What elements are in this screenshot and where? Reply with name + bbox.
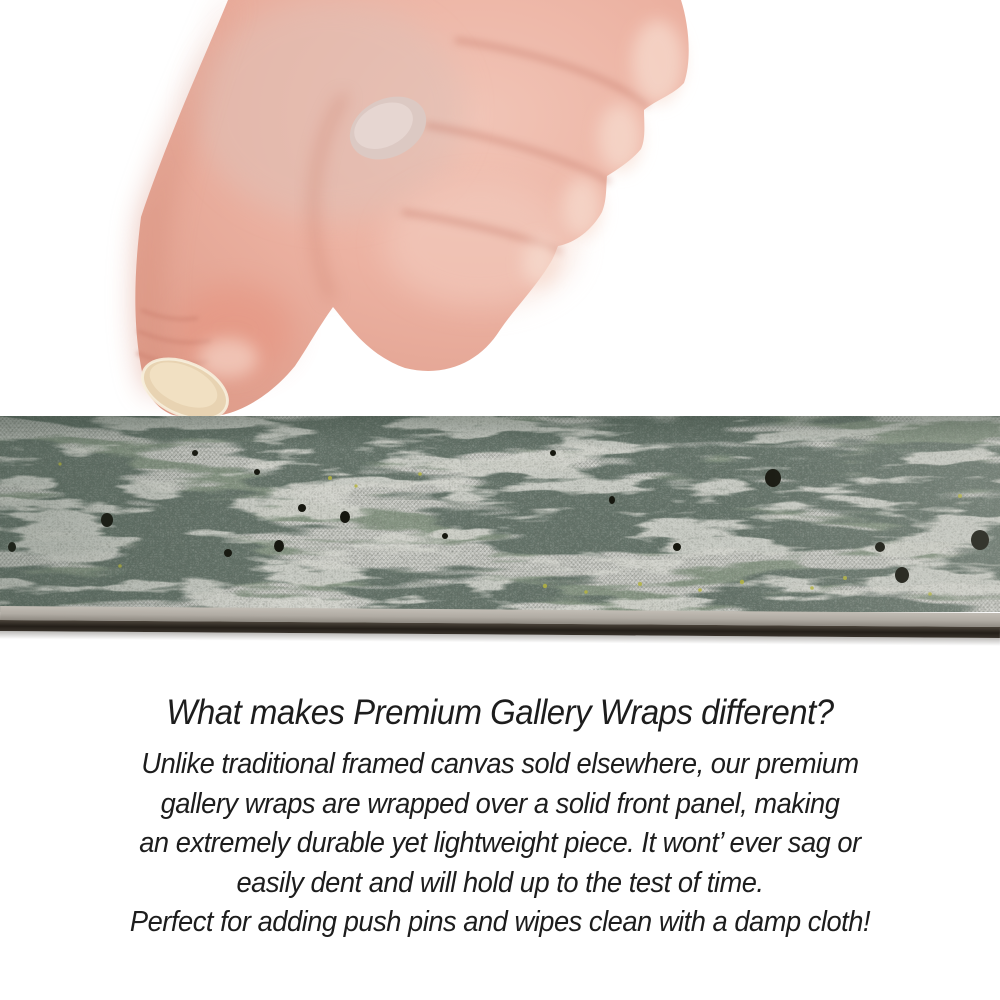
- caption-line: gallery wraps are wrapped over a solid front panel, making: [160, 787, 840, 820]
- caption-block: [30, 690, 970, 943]
- caption-line: easily dent and will hold up to the test of time.: [236, 866, 764, 899]
- caption-title: What makes Premium Gallery Wraps different?: [166, 693, 834, 732]
- caption-line: an extremely durable yet lightweight piece. It wont’ ever sag or: [139, 827, 861, 859]
- hand-illustration: [0, 0, 700, 430]
- hand-photo: [0, 0, 700, 430]
- caption-line: Unlike traditional framed canvas sold elsewhere, our premium: [141, 748, 859, 780]
- canvas-texture: [0, 416, 1000, 612]
- caption-line: Perfect for adding push pins and wipes clean with a damp cloth!: [129, 906, 871, 938]
- canvas-edge-photo: [0, 416, 1000, 639]
- canvas-side-edge: [0, 606, 1000, 646]
